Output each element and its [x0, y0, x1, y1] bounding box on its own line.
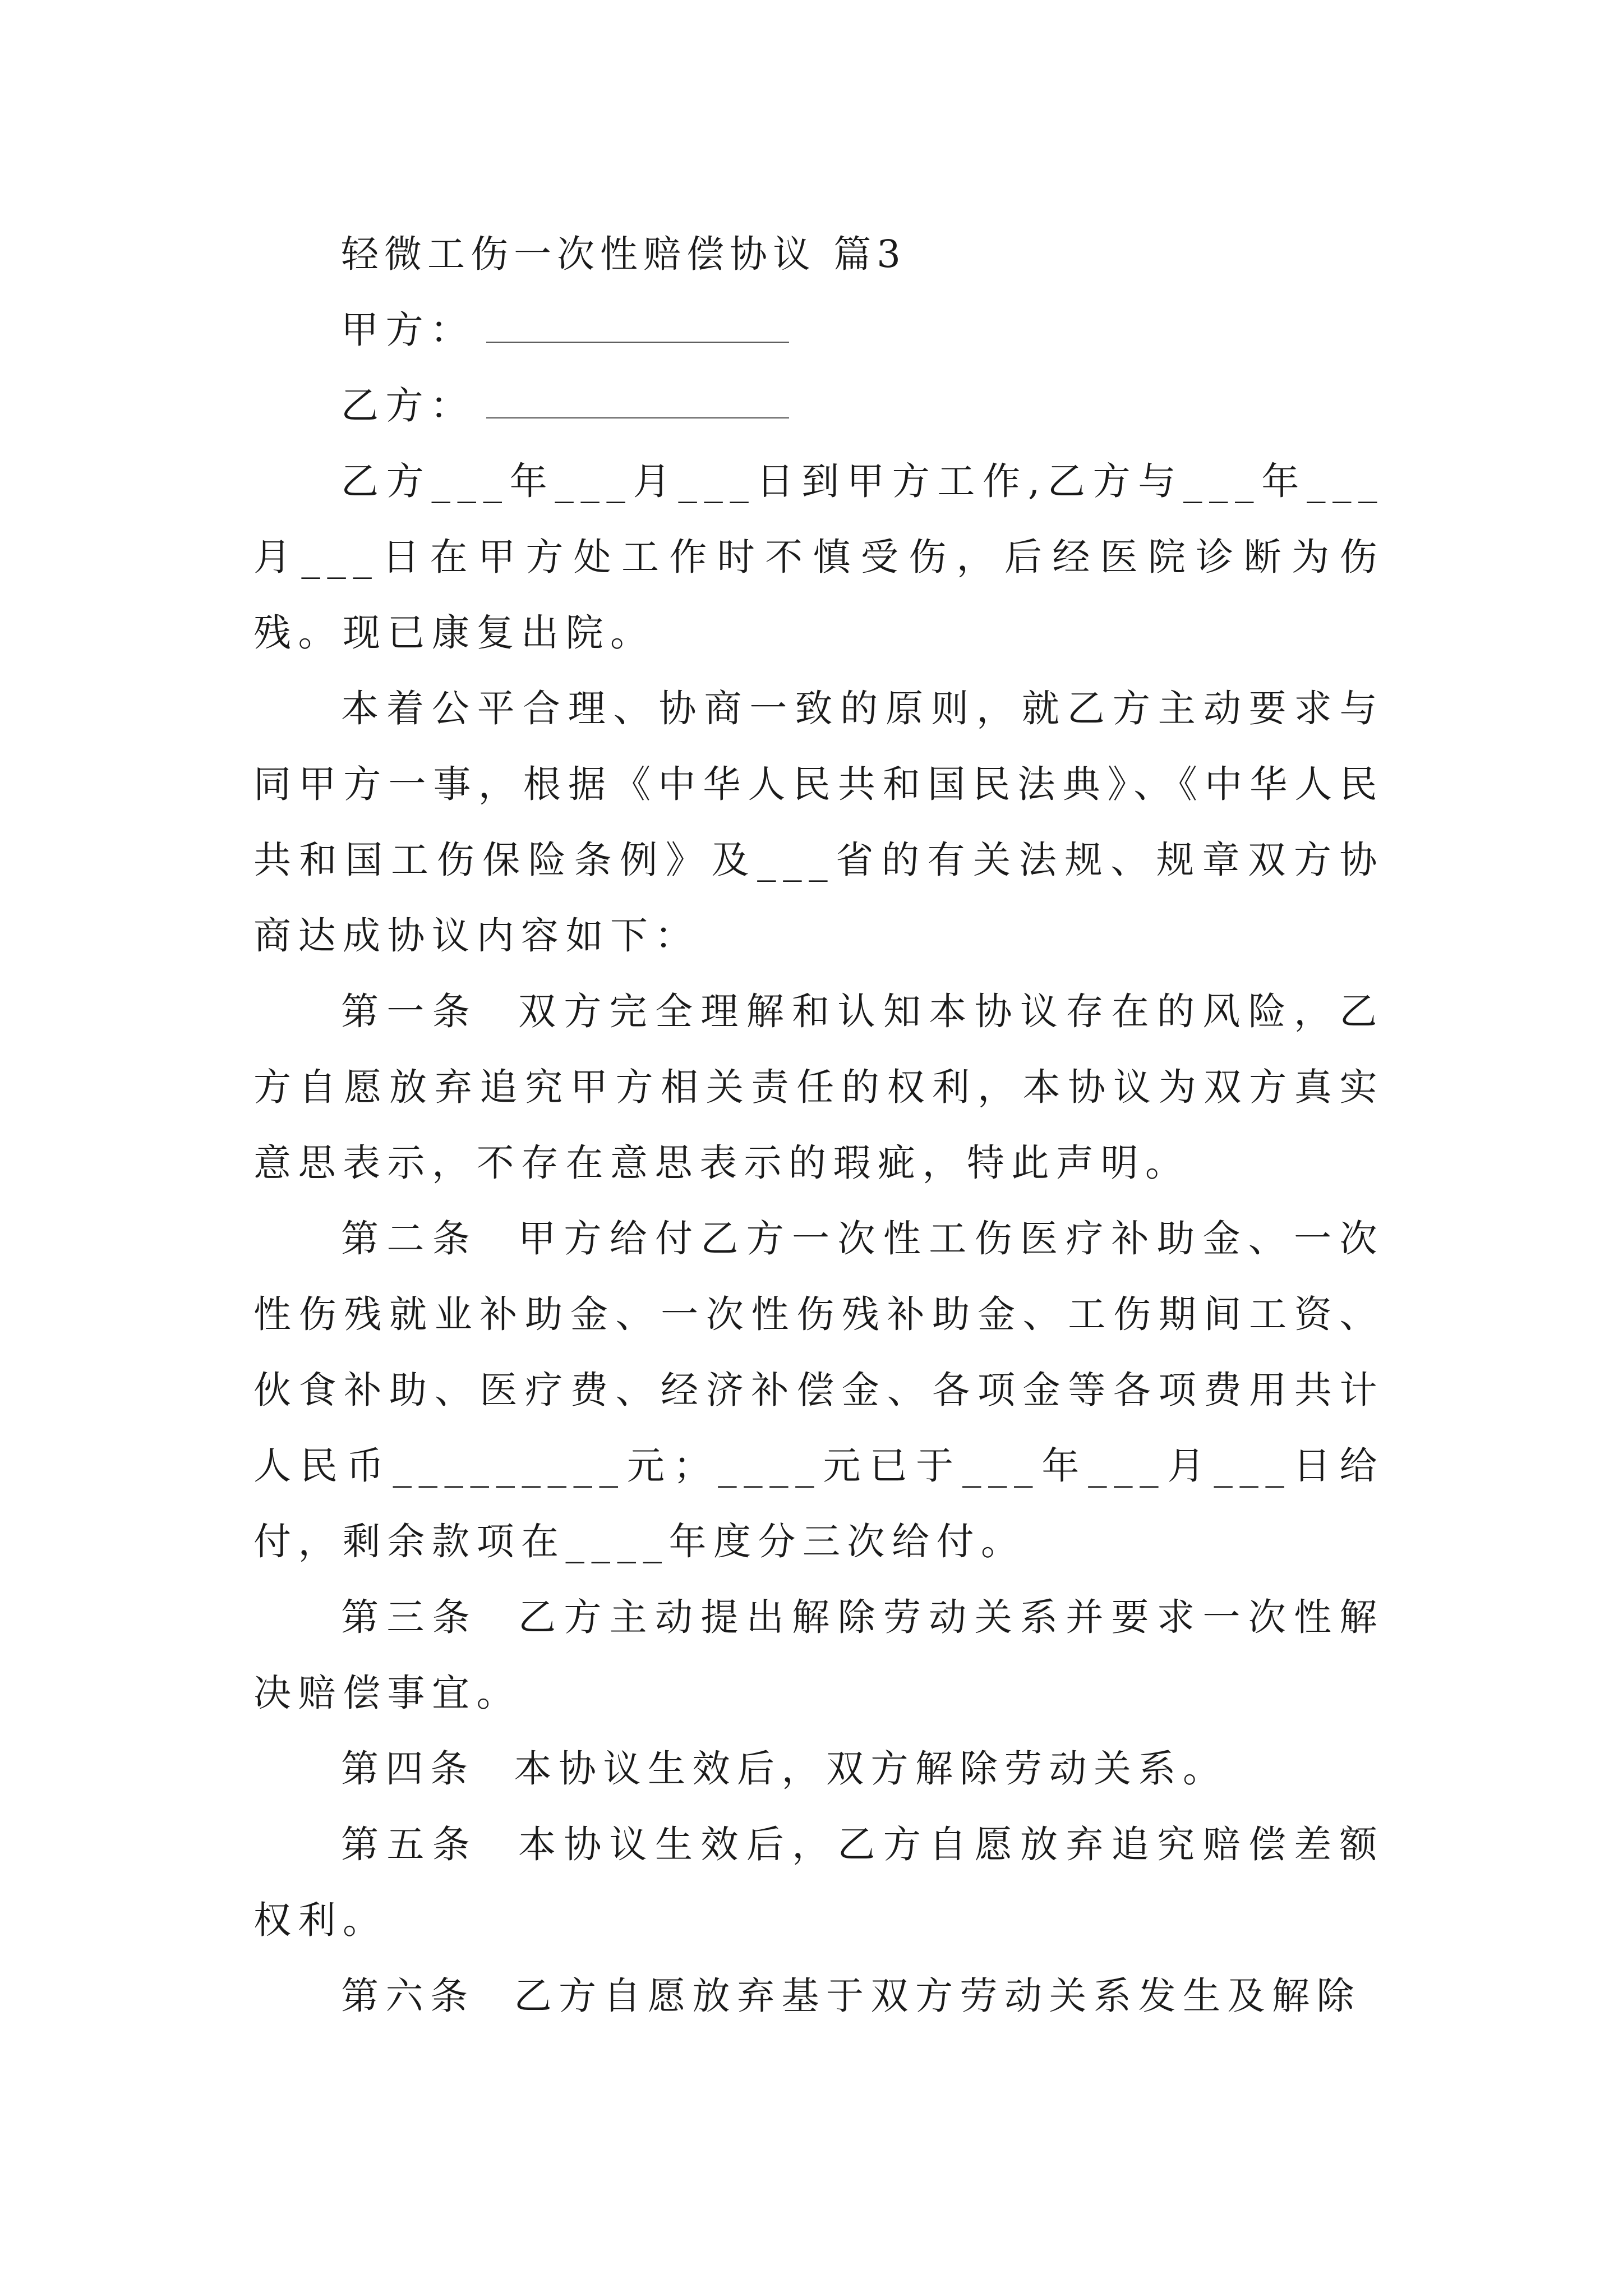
party-b-blank [486, 386, 789, 418]
article-2 [253, 1201, 1384, 1580]
paragraph-employment: 乙方___年___月___日到甲方工作,乙方与___年___月___日在甲方处工作时不慎受伤，后经医院诊断为伤残。现已康复出院。 [253, 459, 1384, 655]
article-4 [253, 1731, 1384, 1807]
article-text: 本协议生效后，乙方自愿放弃追究赔偿差额权利。 [253, 1823, 1385, 1942]
article-label: 第二条 [341, 1217, 478, 1260]
document-body [253, 217, 1384, 2034]
party-b-line [253, 368, 1384, 444]
party-a-blank [486, 310, 789, 343]
article-3 [253, 1580, 1384, 1731]
article-text: 乙方自愿放弃基于双方劳动关系发生及解除 [514, 1974, 1361, 2018]
article-text: 本协议生效后，双方解除劳动关系。 [514, 1747, 1228, 1791]
article-label: 第三条 [341, 1595, 478, 1639]
article-label: 第五条 [341, 1823, 478, 1866]
party-b-label: 乙方： [341, 384, 475, 427]
article-6 [253, 1958, 1384, 2034]
article-5 [253, 1807, 1384, 1958]
article-text: 双方完全理解和认知本协议存在的风险，乙方自愿放弃追究甲方相关责任的权利，本协议为双方真实意思表示，不存在意思表示的瑕疵，特此声明。 [253, 990, 1385, 1185]
article-label: 第四条 [341, 1747, 475, 1791]
party-a-label: 甲方： [341, 308, 475, 352]
article-1 [253, 974, 1384, 1201]
article-text: 甲方给付乙方一次性工伤医疗补助金、一次性伤残就业补助金、一次性伤残补助金、工伤期间工资、伙食补助、医疗费、经济补偿金、各项金等各项费用共计人民币_________元；____元已于___年___月___日给付，剩余款项在____年度分三次给付。 [253, 1217, 1385, 1563]
article-label: 第六条 [341, 1974, 475, 2018]
document-title: 轻微工伤一次性赔偿协议 篇3 [341, 232, 906, 276]
party-a-line [253, 292, 1384, 368]
article-label: 第一条 [341, 990, 478, 1033]
paragraph-principle: 本着公平合理、协商一致的原则，就乙方主动要求与同甲方一事，根据《中华人民共和国民法典》、《中华人民共和国工伤保险条例》及___省的有关法规、规章双方协商达成协议内容如下： [253, 687, 1384, 958]
article-text: 乙方主动提出解除劳动关系并要求一次性解决赔偿事宜。 [253, 1595, 1385, 1715]
